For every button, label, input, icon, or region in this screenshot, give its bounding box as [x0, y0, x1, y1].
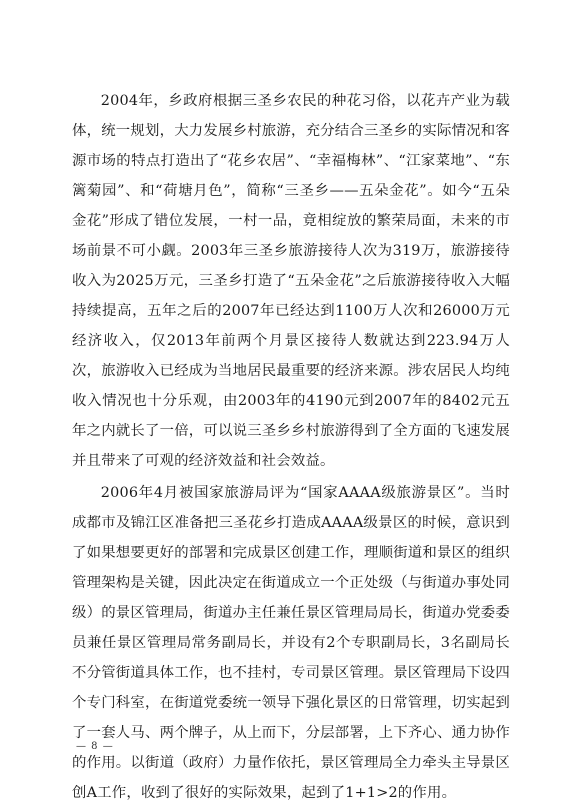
paragraph-scenic-area-management: 2006年4月被国家旅游局评为“国家AAAA级旅游景区”。当时成都市及锦江区准备把三圣花乡打造成AAAA级景区的时候，意识到了如果想要更好的部署和完成景区创建工作，理顺街道和景区的组织管理架构是关键，因此决定在街道成立一个正处级（与街道办事处同级）的景区管理局，街道办主任兼任景区管理局局长，街道办党委委员兼任景区管理局常务副局长，并设有2个专职副局长，3名副局长不分管街道具体工作，也不挂村，专司景区管理。景区管理局下设四个专门科室，在街道党委统一领导下强化景区的日常管理，切实起到了一套人马、两个牌子，从上而下，分层部署，上下齐心、通力协作的作用。以街道（政府）力量作依托，景区管理局全力牵头主导景区创A工作，收到了很好的实际效果，起到了1+1>2的作用。: [72, 485, 510, 801]
paragraph-tourism-development: 2004年，乡政府根据三圣乡农民的种花习俗，以花卉产业为载体，统一规划，大力发展乡村旅游，充分结合三圣乡的实际情况和客源市场的特点打造出了“花乡农居”、“幸福梅林”、“江家菜地”、“东篱菊园”、和“荷塘月色”，简称“三圣乡——五朵金花”。如今“五朵金花”形成了错位发展，一村一品，竟相绽放的繁荣局面，未来的市场前景不可小觑。2003年三圣乡旅游接待人次为319万，旅游接待收入为2025万元，三圣乡打造了“五朵金花”之后旅游接待收入大幅持续提高，五年之后的2007年已经达到1100万人次和26000万元经济收入，仅2013年前两个月景区接待人数就达到223.94万人次，旅游收入已经成为当地居民最重要的经济来源。涉农居民人均纯收入情况也十分乐观，由2003年的4190元到2007年的8402元五年之内就长了一倍，可以说三圣乡乡村旅游得到了全方面的飞速发展并且带来了可观的经济效益和社会效益。: [72, 93, 510, 469]
page-number: — 8 —: [76, 741, 114, 752]
body-text: [72, 86, 510, 810]
